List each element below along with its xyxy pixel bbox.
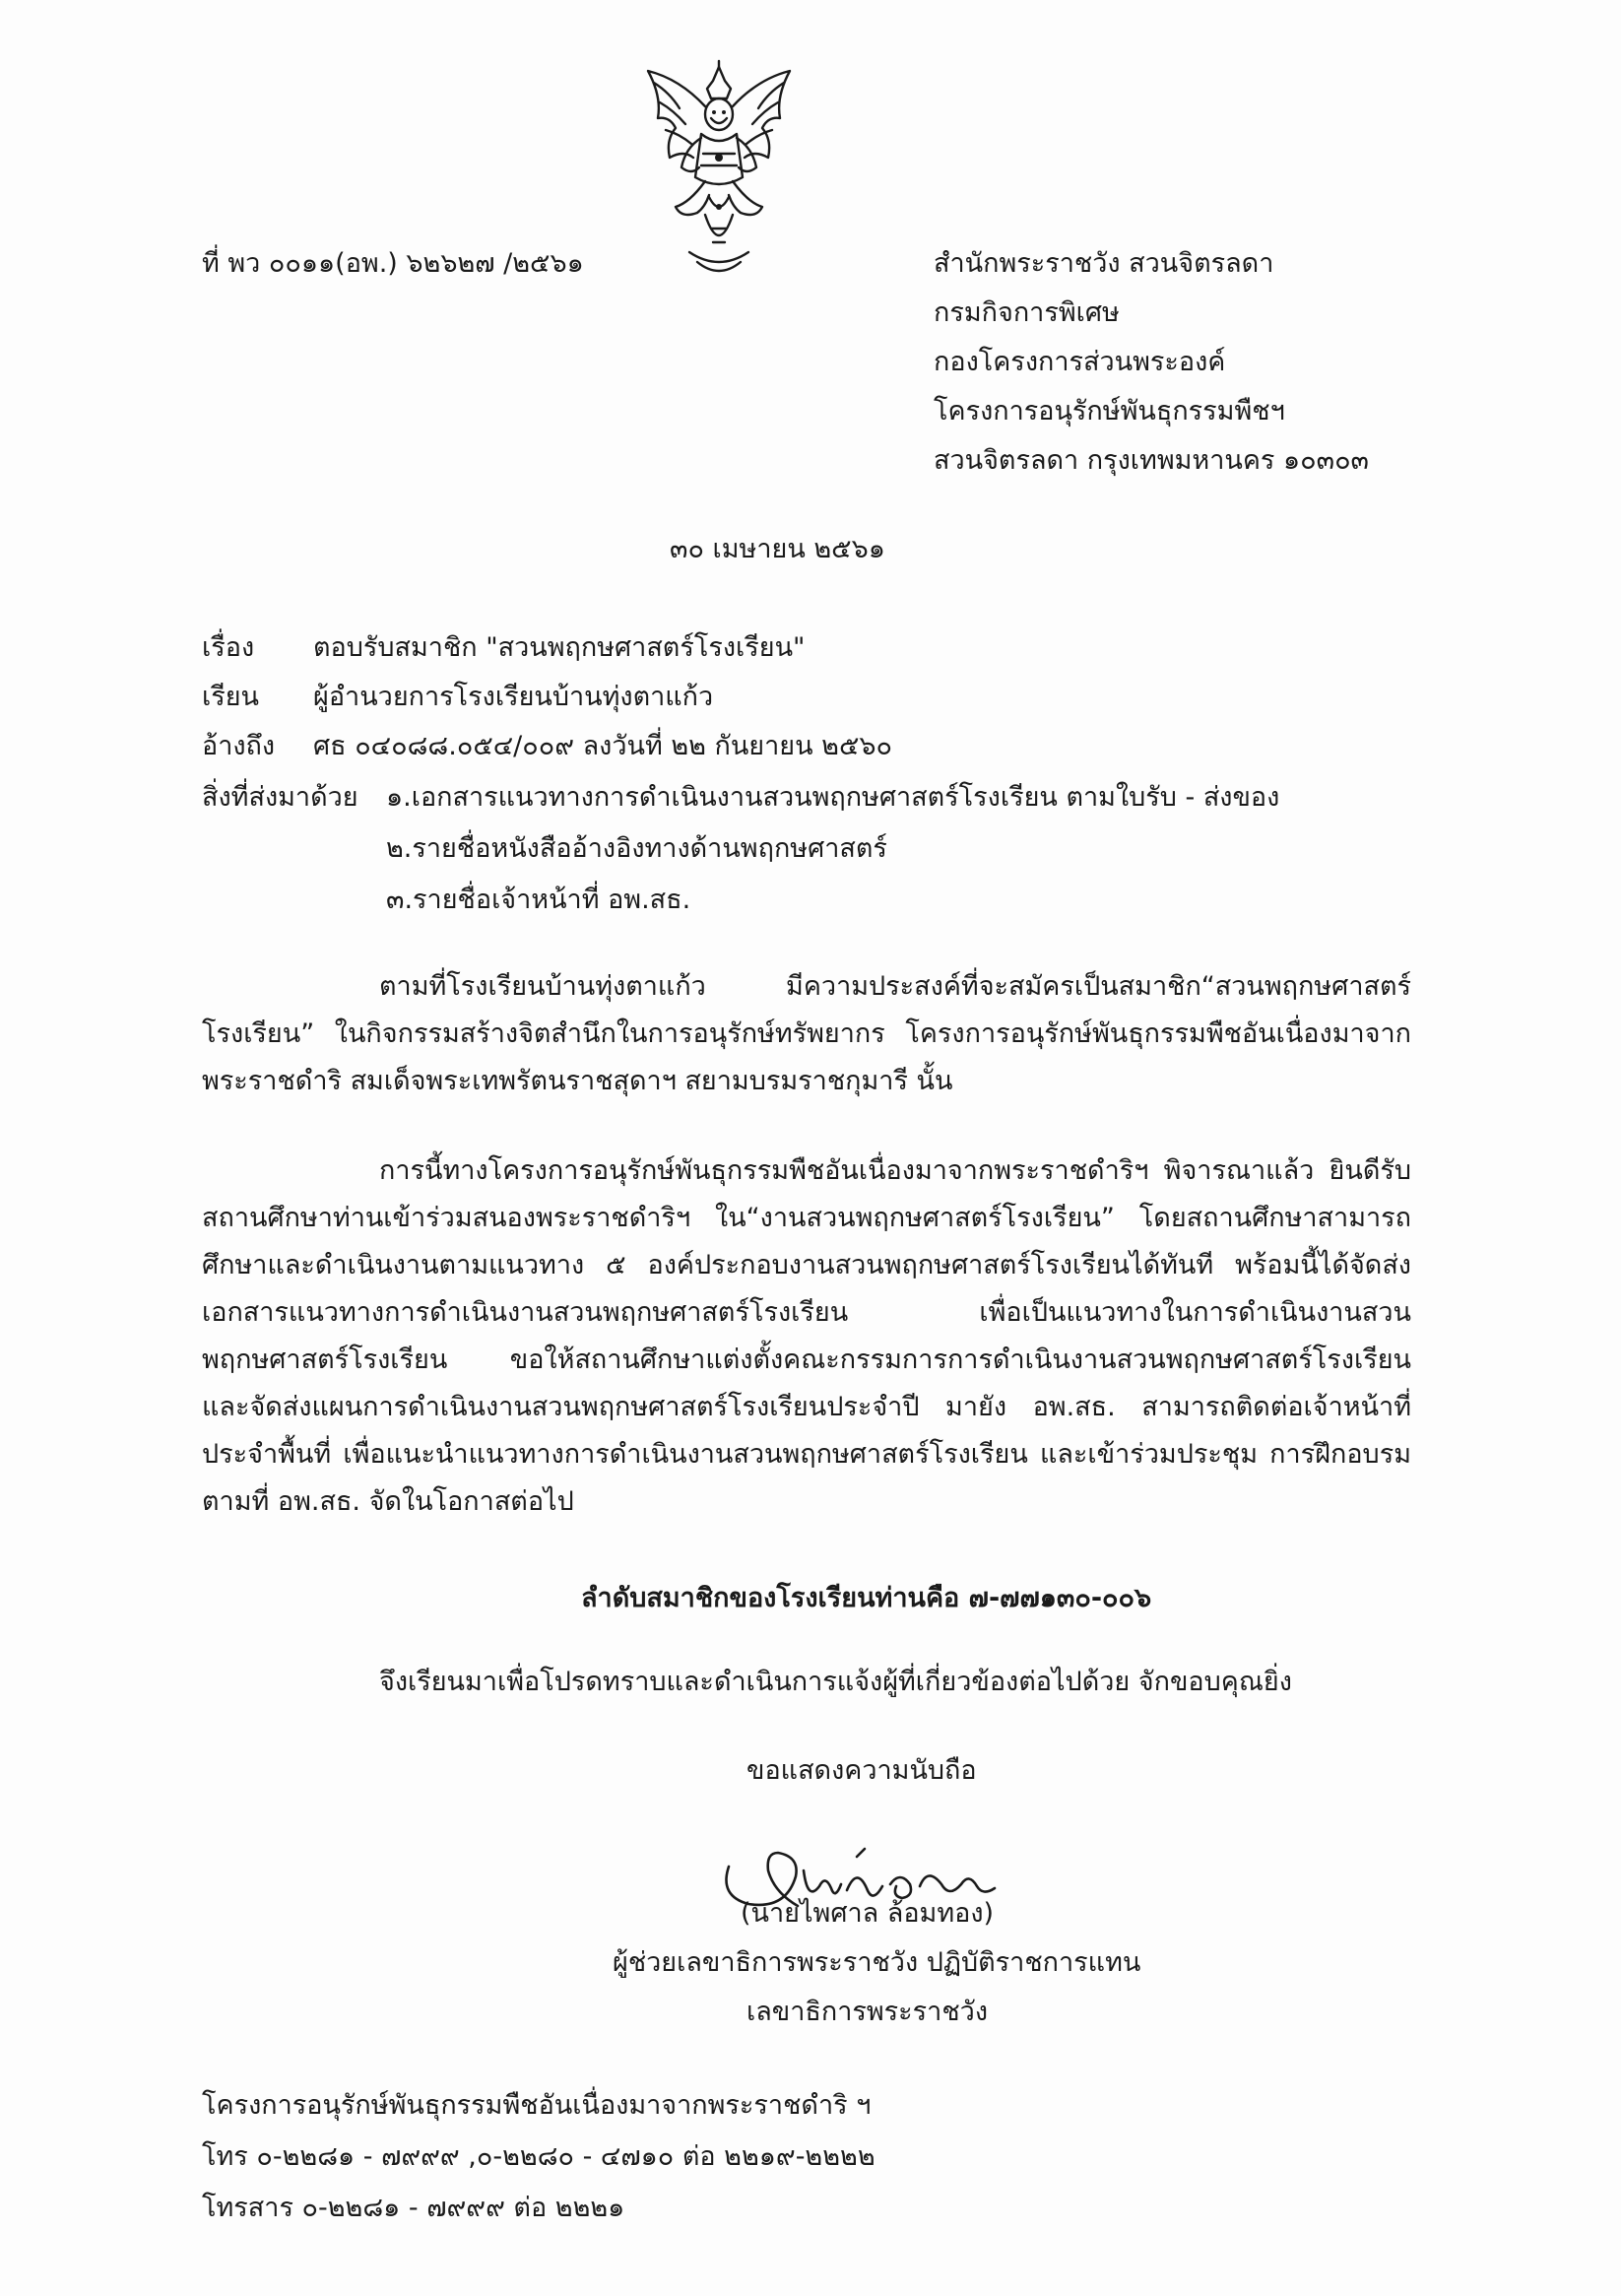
reference-text: ศธ ๐๔๐๘๘.๐๕๔/๐๐๙ ลงวันที่ ๒๒ กันยายน ๒๕๖๐ bbox=[313, 731, 893, 761]
sender-line-2: กรมกิจการพิเศษ bbox=[934, 297, 1120, 328]
complimentary-close: ขอแสดงความนับถือ bbox=[746, 1755, 977, 1786]
enclosure-item-2: ๒.รายชื่อหนังสืออ้างอิงทางด้านพฤกษศาสตร์ bbox=[386, 833, 887, 864]
enclosure-item-1: ๑.เอกสารแนวทางการดำเนินงานสวนพฤกษศาสตร์โรงเรียน ตามใบรับ - ส่งของ bbox=[386, 782, 1280, 813]
paragraph-1-text: ตามที่โรงเรียนบ้านทุ่งตาแก้ว มีความประสงค์ที่จะสมัครเป็นสมาชิก“สวนพฤกษศาสตร์โรงเรียน” ในกิจกรรมสร้างจิตสำนึกในการอนุรักษ์ทรัพยากร โครงการอนุรักษ์พันธุกรรมพืชอันเนื่องมาจากพระราชดำริ สมเด็จพระเทพรัตนราชสุดาฯ สยามบรมราชกุมารี นั้น bbox=[202, 971, 1411, 1096]
subject-text: ตอบรับสมาชิก "สวนพฤกษศาสตร์โรงเรียน" bbox=[313, 632, 806, 663]
subject-label: เรื่อง bbox=[202, 632, 255, 663]
garuda-emblem-icon bbox=[640, 59, 798, 286]
closing-request: จึงเรียนมาเพื่อโปรดทราบและดำเนินการแจ้งผู้ที่เกี่ยวข้องต่อไปด้วย จักขอบคุณยิ่ง bbox=[379, 1667, 1292, 1697]
sender-line-1: สำนักพระราชวัง สวนจิตรลดา bbox=[934, 248, 1274, 279]
footer-telephone: โทร ๐-๒๒๘๑ - ๗๙๙๙ ,๐-๒๒๘๐ - ๔๗๑๐ ต่อ ๒๒๑๙-๒๒๒๒ bbox=[202, 2141, 875, 2172]
to-label: เรียน bbox=[202, 682, 260, 712]
footer-organization: โครงการอนุรักษ์พันธุกรรมพืชอันเนื่องมาจากพระราชดำริ ฯ bbox=[202, 2090, 872, 2121]
member-number: ลำดับสมาชิกของโรงเรียนท่านคือ ๗-๗๗๑๓๐-๐๐๖ bbox=[581, 1583, 1152, 1613]
letter-date: ๓๐ เมษายน ๒๕๖๑ bbox=[670, 534, 885, 564]
signer-title-2: เลขาธิการพระราชวัง bbox=[746, 1997, 989, 2027]
reference-number: ที่ พว ๐๐๑๑(อพ.) ๖๒๖๒๗ /๒๕๖๑ bbox=[202, 248, 584, 279]
paragraph-2-text: การนี้ทางโครงการอนุรักษ์พันธุกรรมพืชอันเนื่องมาจากพระราชดำริฯ พิจารณาแล้ว ยินดีรับสถานศึกษาท่านเข้าร่วมสนองพระราชดำริฯ ใน“งานสวนพฤกษศาสตร์โรงเรียน” โดยสถานศึกษาสามารถศึกษาและดำเนินงานตามแนวทาง ๕ องค์ประกอบงานสวนพฤกษศาสตร์โรงเรียนได้ทันที พร้อมนี้ได้จัดส่งเอกสารแนวทางการดำเนินงานสวนพฤกษศาสตร์โรงเรียน เพื่อเป็นแนวทางในการดำเนินงานสวนพฤกษศาสตร์โรงเรียน ขอให้สถานศึกษาแต่งตั้งคณะกรรมการการดำเนินงานสวนพฤกษศาสตร์โรงเรียน และจัดส่งแผนการดำเนินงานสวนพฤกษศาสตร์โรงเรียนประจำปี มายัง อพ.สธ. สามารถติดต่อเจ้าหน้าที่ ประจำพื้นที่ เพื่อแนะนำแนวทางการดำเนินงานสวนพฤกษศาสตร์โรงเรียน และเข้าร่วมประชุม การฝึกอบรม ตามที่ อพ.สธ. จัดในโอกาสต่อไป bbox=[202, 1155, 1411, 1517]
body-paragraph-1 bbox=[202, 963, 1411, 1105]
to-text: ผู้อำนวยการโรงเรียนบ้านทุ่งตาแก้ว bbox=[313, 682, 714, 712]
body-paragraph-2 bbox=[202, 1148, 1411, 1526]
reference-label: อ้างถึง bbox=[202, 731, 276, 761]
sender-line-4: โครงการอนุรักษ์พันธุกรรมพืชฯ bbox=[934, 396, 1285, 426]
signer-name: (นายไพศาล ล้อมทอง) bbox=[741, 1898, 995, 1929]
enclosure-label: สิ่งที่ส่งมาด้วย bbox=[202, 782, 358, 813]
sender-line-3: กองโครงการส่วนพระองค์ bbox=[934, 347, 1226, 377]
footer-fax: โทรสาร ๐-๒๒๘๑ - ๗๙๙๙ ต่อ ๒๒๒๑ bbox=[202, 2193, 625, 2223]
sender-line-5: สวนจิตรลดา กรุงเทพมหานคร ๑๐๓๐๓ bbox=[934, 445, 1370, 476]
enclosure-item-3: ๓.รายชื่อเจ้าหน้าที่ อพ.สธ. bbox=[386, 885, 691, 915]
signer-title-1: ผู้ช่วยเลขาธิการพระราชวัง ปฏิบัติราชการแทน bbox=[613, 1947, 1141, 1978]
